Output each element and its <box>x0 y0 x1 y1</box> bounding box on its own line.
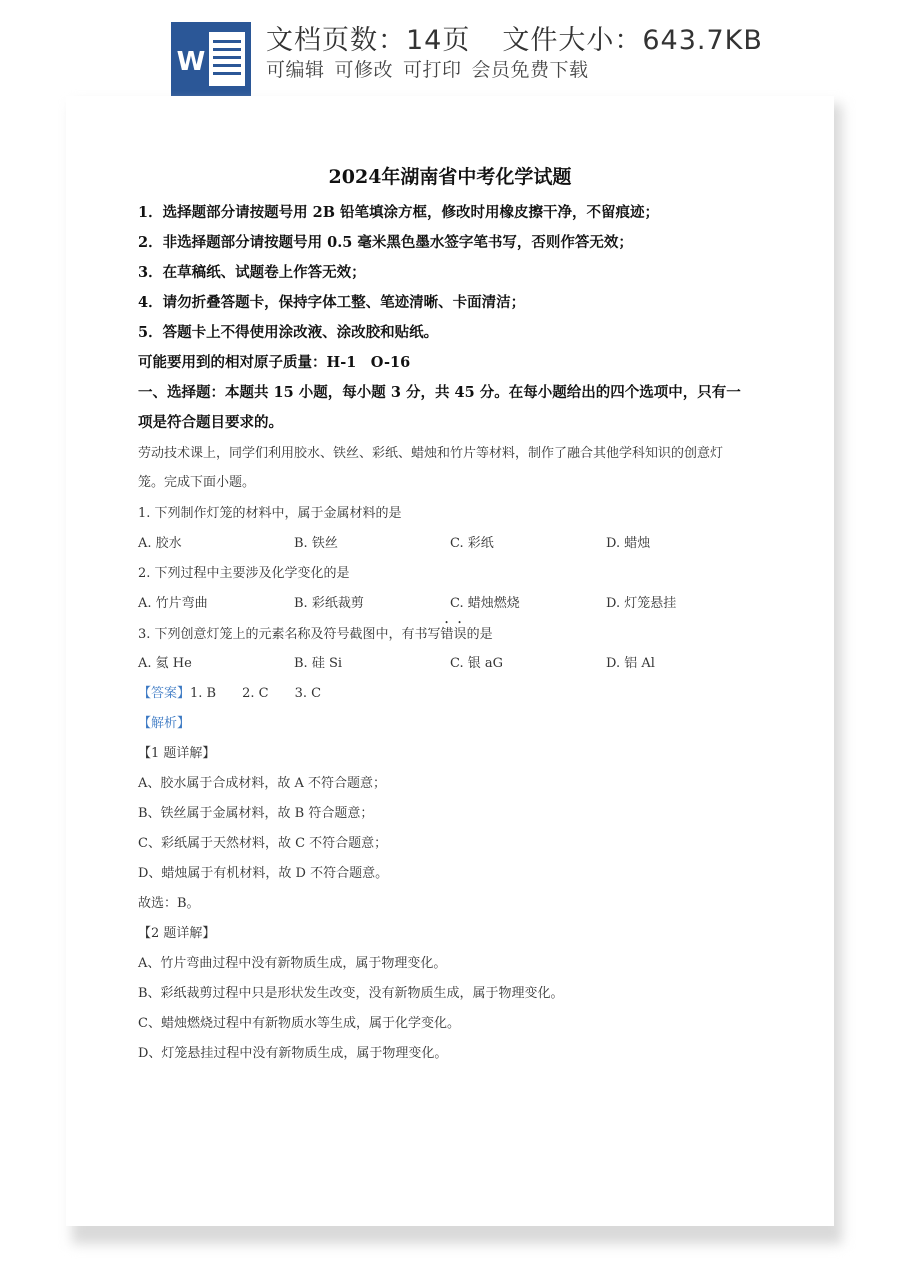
q3-stem-after: 的是 <box>466 627 493 642</box>
word-document-icon <box>171 22 251 96</box>
action-member-download[interactable]: 会员免费下载 <box>471 59 589 81</box>
instruction-3: 3．在草稿纸、试题卷上作答无效； <box>138 264 366 281</box>
answer-line <box>138 682 321 701</box>
q2-option-a: A. 竹片弯曲 <box>138 596 208 611</box>
detail-1-title: 【1 题详解】 <box>138 746 216 761</box>
q3-option-a: A. 氦 He <box>138 656 192 671</box>
detail-1-line-b: B、铁丝属于金属材料，故 B 符合题意； <box>138 806 374 821</box>
instruction-5: 5．答题卡上不得使用涂改液、涂改胶和贴纸。 <box>138 324 439 341</box>
document-title: 2024年湖南省中考化学试题 <box>328 166 572 188</box>
q1-option-a: A. 胶水 <box>138 536 182 551</box>
file-size: 文件大小：643.7KB <box>502 25 763 56</box>
detail-1-line-c: C、彩纸属于天然材料，故 C 不符合题意； <box>138 836 388 851</box>
action-modifiable: 可修改 <box>334 59 394 81</box>
file-actions <box>266 55 599 82</box>
section-heading-line1: 一、选择题：本题共 15 小题，每小题 3 分，共 45 分。在每小题给出的四个选项中，只有一 <box>138 384 741 401</box>
q3-option-c: C. 银 aG <box>450 656 504 671</box>
q1-option-c: C. 彩纸 <box>450 536 494 551</box>
answer-text: 1. B 2. C 3. C <box>190 686 322 701</box>
detail-2-title: 【2 题详解】 <box>138 926 216 941</box>
action-printable: 可打印 <box>403 59 462 81</box>
q2-option-b: B. 彩纸裁剪 <box>294 596 364 611</box>
q2-option-d: D. 灯笼悬挂 <box>606 596 677 611</box>
document-page <box>66 96 834 1226</box>
q2-option-c: C. 蜡烛燃烧 <box>450 596 520 611</box>
detail-2-line-d: D、灯笼悬挂过程中没有新物质生成，属于物理变化。 <box>138 1046 448 1061</box>
detail-1-line-d: D、蜡烛属于有机材料，故 D 不符合题意。 <box>138 866 389 881</box>
page-count: 文档页数：14页 <box>266 25 471 56</box>
intro-line2: 笼。完成下面小题。 <box>138 475 256 490</box>
detail-2-line-b: B、彩纸裁剪过程中只是形状发生改变，没有新物质生成，属于物理变化。 <box>138 986 564 1001</box>
atomic-mass-note: 可能要用到的相对原子质量：H-1 O-16 <box>138 354 411 371</box>
q1-option-d: D. 蜡烛 <box>606 536 651 551</box>
q1-option-b: B. 铁丝 <box>294 536 338 551</box>
instruction-4: 4．请勿折叠答题卡，保持字体工整、笔迹清晰、卡面清洁； <box>138 294 526 311</box>
section-heading-line2: 项是符合题目要求的。 <box>138 414 283 431</box>
download-banner <box>0 0 900 96</box>
analysis-tag: 【解析】 <box>138 716 191 731</box>
detail-1-conclusion: 故选：B。 <box>138 896 200 911</box>
intro-line1: 劳动技术课上，同学们利用胶水、铁丝、彩纸、蜡烛和竹片等材料，制作了融合其他学科知识的创意灯 <box>138 446 724 461</box>
word-icon-letter: W <box>176 47 206 77</box>
detail-1-line-a: A、胶水属于合成材料，故 A 不符合题意； <box>138 776 387 791</box>
q3-stem-emphasis: 错误 <box>440 627 467 642</box>
question-2-stem: 2. 下列过程中主要涉及化学变化的是 <box>138 566 350 581</box>
action-editable: 可编辑 <box>266 59 325 81</box>
file-info <box>266 18 763 57</box>
answer-tag: 【答案】 <box>138 686 191 701</box>
detail-2-line-c: C、蜡烛燃烧过程中有新物质水等生成，属于化学变化。 <box>138 1016 460 1031</box>
q3-option-b: B. 硅 Si <box>294 656 343 671</box>
q3-option-d: D. 铝 Al <box>606 656 655 671</box>
question-1-stem: 1. 下列制作灯笼的材料中，属于金属材料的是 <box>138 506 402 521</box>
question-3-stem <box>138 619 493 642</box>
instruction-2: 2．非选择题部分请按题号用 0.5 毫米黑色墨水签字笔书写，否则作答无效； <box>138 234 633 251</box>
q3-stem-before: 3. 下列创意灯笼上的元素名称及符号截图中，有书写 <box>138 627 441 642</box>
detail-2-line-a: A、竹片弯曲过程中没有新物质生成，属于物理变化。 <box>138 956 447 971</box>
instruction-1: 1．选择题部分请按题号用 2B 铅笔填涂方框，修改时用橡皮擦干净，不留痕迹； <box>138 204 660 221</box>
